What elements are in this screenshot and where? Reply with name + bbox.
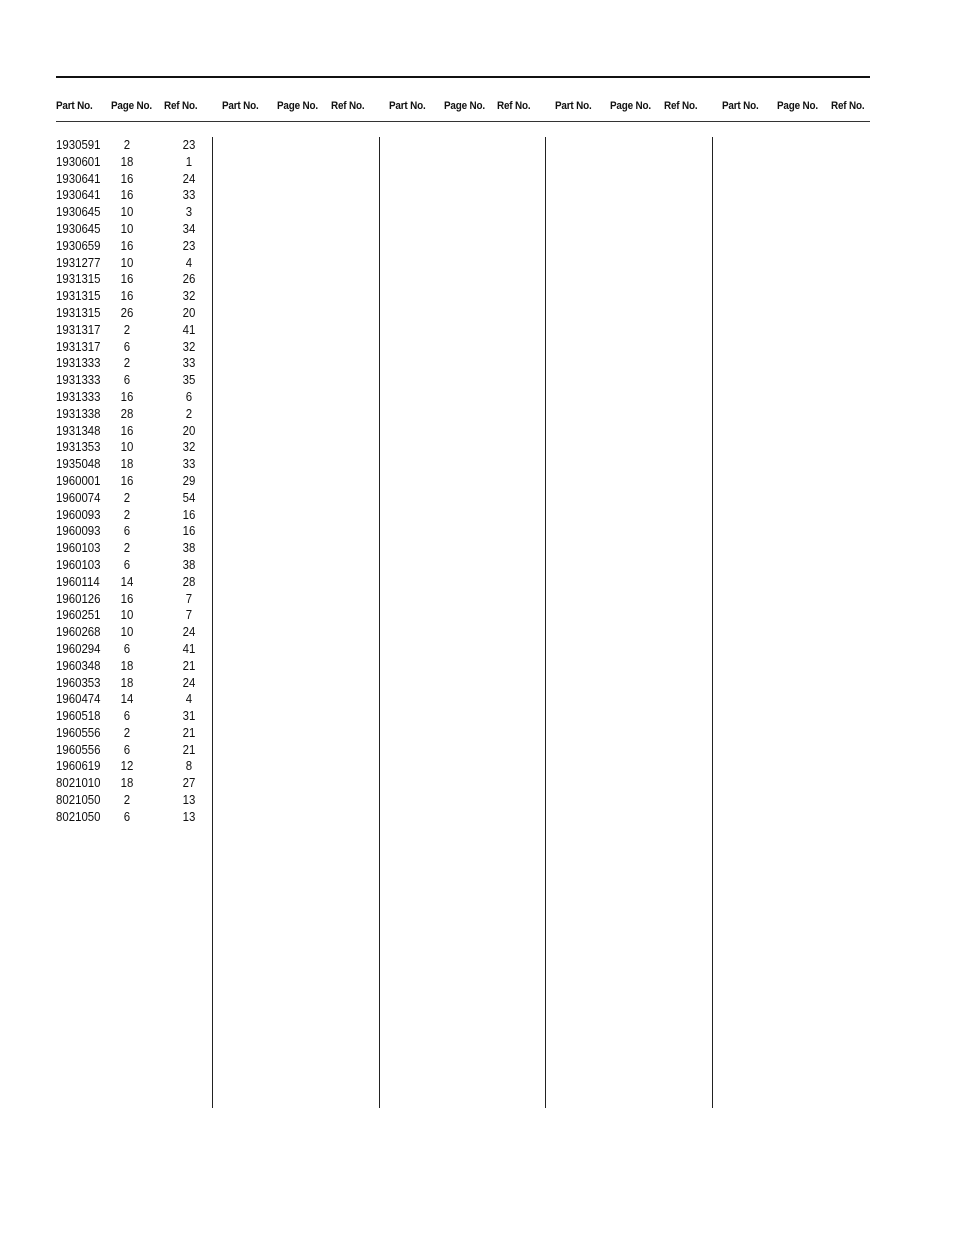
ref-number-cell: 38 (182, 556, 196, 572)
page-number-cell: 6 (123, 708, 131, 724)
ref-number-cell: 2 (185, 405, 193, 421)
page-number-cell: 18 (120, 775, 134, 791)
ref-number-cell: 16 (182, 523, 196, 539)
page-number-cell: 18 (120, 153, 134, 169)
page-number-cell: 10 (120, 220, 134, 236)
part-number-cell: 1960093 (56, 506, 101, 522)
part-number-cell: 1935048 (56, 456, 101, 472)
header-ref-no: Ref No. (664, 100, 698, 112)
page-number-cell: 16 (120, 237, 134, 253)
column-divider (379, 137, 380, 1108)
page-number-cell: 16 (120, 187, 134, 203)
part-number-cell: 1960518 (56, 708, 101, 724)
table-row (56, 641, 212, 658)
table-row (56, 792, 212, 809)
page-number-cell: 14 (120, 691, 134, 707)
ref-number-cell: 41 (182, 321, 196, 337)
part-number-cell: 1960103 (56, 540, 101, 556)
column-header-row (0, 100, 954, 116)
page-number-cell: 2 (123, 489, 131, 505)
ref-number-cell: 32 (182, 439, 196, 455)
page-number-cell: 2 (123, 724, 131, 740)
part-number-cell: 1960556 (56, 724, 101, 740)
part-number-cell: 1930641 (56, 170, 101, 186)
page-number-cell: 26 (120, 304, 134, 320)
ref-number-cell: 21 (182, 657, 196, 673)
part-number-cell: 1931315 (56, 304, 101, 320)
header-part-no: Part No. (555, 100, 592, 112)
ref-number-cell: 38 (182, 540, 196, 556)
ref-number-cell: 41 (182, 640, 196, 656)
table-row (56, 624, 212, 641)
table-row (56, 557, 212, 574)
table-row (56, 171, 212, 188)
page-number-cell: 2 (123, 137, 131, 152)
table-row (56, 322, 212, 339)
page-number-cell: 28 (120, 405, 134, 421)
page-number-cell: 2 (123, 355, 131, 371)
page-number-cell: 2 (123, 321, 131, 337)
ref-number-cell: 31 (182, 708, 196, 724)
table-row (56, 154, 212, 171)
header-page-no: Page No. (444, 100, 485, 112)
part-number-cell: 1931315 (56, 288, 101, 304)
part-number-cell: 8021010 (56, 775, 101, 791)
page-number-cell: 6 (123, 556, 131, 572)
page-number-cell: 18 (120, 456, 134, 472)
part-number-cell: 1931338 (56, 405, 101, 421)
table-row (56, 456, 212, 473)
table-row (56, 271, 212, 288)
table-row (56, 187, 212, 204)
part-number-cell: 1930645 (56, 220, 101, 236)
ref-number-cell: 27 (182, 775, 196, 791)
ref-number-cell: 23 (182, 137, 196, 152)
table-row (56, 758, 212, 775)
header-part-no: Part No. (56, 100, 93, 112)
part-number-cell: 1960114 (56, 573, 100, 589)
table-row (56, 339, 212, 356)
ref-number-cell: 20 (182, 422, 196, 438)
part-number-cell: 1960074 (56, 489, 101, 505)
page-number-cell: 16 (120, 388, 134, 404)
page-number-cell: 10 (120, 254, 134, 270)
table-row (56, 406, 212, 423)
ref-number-cell: 4 (185, 691, 193, 707)
table-row (56, 540, 212, 557)
ref-number-cell: 8 (185, 758, 193, 774)
table-row (56, 221, 212, 238)
table-row (56, 288, 212, 305)
ref-number-cell: 33 (182, 456, 196, 472)
ref-number-cell: 4 (185, 254, 193, 270)
page-number-cell: 2 (123, 540, 131, 556)
ref-number-cell: 32 (182, 338, 196, 354)
table-row (56, 423, 212, 440)
table-row (56, 439, 212, 456)
page-number-cell: 2 (123, 506, 131, 522)
page-number-cell: 14 (120, 573, 134, 589)
table-row (56, 675, 212, 692)
part-number-cell: 1960556 (56, 741, 101, 757)
ref-number-cell: 24 (182, 674, 196, 690)
part-number-cell: 1931333 (56, 388, 101, 404)
part-number-cell: 1931333 (56, 355, 101, 371)
parts-index-list (56, 137, 212, 826)
column-divider (545, 137, 546, 1108)
ref-number-cell: 32 (182, 288, 196, 304)
page-number-cell: 12 (120, 758, 134, 774)
table-row (56, 389, 212, 406)
header-ref-no: Ref No. (164, 100, 198, 112)
ref-number-cell: 1 (185, 153, 193, 169)
part-number-cell: 1960103 (56, 556, 101, 572)
part-number-cell: 1930645 (56, 204, 101, 220)
part-number-cell: 1960093 (56, 523, 101, 539)
header-ref-no: Ref No. (331, 100, 365, 112)
part-number-cell: 1931353 (56, 439, 101, 455)
ref-number-cell: 28 (182, 573, 196, 589)
part-number-cell: 1931317 (56, 338, 101, 354)
page-number-cell: 6 (123, 640, 131, 656)
table-row (56, 607, 212, 624)
table-row (56, 725, 212, 742)
ref-number-cell: 54 (182, 489, 196, 505)
header-page-no: Page No. (111, 100, 152, 112)
page-number-cell: 6 (123, 523, 131, 539)
header-page-no: Page No. (277, 100, 318, 112)
part-number-cell: 1960348 (56, 657, 101, 673)
part-number-cell: 8021050 (56, 808, 101, 824)
part-number-cell: 1931277 (56, 254, 101, 270)
header-ref-no: Ref No. (831, 100, 865, 112)
ref-number-cell: 35 (182, 372, 196, 388)
part-number-cell: 1930601 (56, 153, 101, 169)
page-number-cell: 18 (120, 657, 134, 673)
column-divider (712, 137, 713, 1108)
ref-number-cell: 16 (182, 506, 196, 522)
table-row (56, 809, 212, 826)
ref-number-cell: 7 (185, 607, 193, 623)
ref-number-cell: 13 (182, 808, 196, 824)
table-row (56, 523, 212, 540)
table-row (56, 372, 212, 389)
part-number-cell: 1930659 (56, 237, 101, 253)
table-row (56, 742, 212, 759)
column-divider (212, 137, 213, 1108)
table-row (56, 658, 212, 675)
page-number-cell: 2 (123, 792, 131, 808)
table-row (56, 775, 212, 792)
ref-number-cell: 26 (182, 271, 196, 287)
page-number-cell: 6 (123, 741, 131, 757)
header-rule (56, 121, 870, 122)
part-number-cell: 1931333 (56, 372, 101, 388)
table-row (56, 691, 212, 708)
top-rule (56, 76, 870, 78)
header-part-no: Part No. (722, 100, 759, 112)
table-row (56, 204, 212, 221)
header-page-no: Page No. (777, 100, 818, 112)
page-number-cell: 16 (120, 288, 134, 304)
table-row (56, 238, 212, 255)
page-number-cell: 16 (120, 422, 134, 438)
table-row (56, 507, 212, 524)
part-number-cell: 1960474 (56, 691, 101, 707)
page-number-cell: 18 (120, 674, 134, 690)
ref-number-cell: 34 (182, 220, 196, 236)
page-number-cell: 10 (120, 439, 134, 455)
header-ref-no: Ref No. (497, 100, 531, 112)
part-number-cell: 8021050 (56, 792, 101, 808)
ref-number-cell: 24 (182, 170, 196, 186)
part-number-cell: 1930591 (56, 137, 101, 152)
part-number-cell: 1931317 (56, 321, 101, 337)
ref-number-cell: 23 (182, 237, 196, 253)
table-row (56, 591, 212, 608)
part-number-cell: 1960001 (56, 472, 101, 488)
page-number-cell: 6 (123, 372, 131, 388)
header-page-no: Page No. (610, 100, 651, 112)
table-row (56, 490, 212, 507)
table-row (56, 355, 212, 372)
ref-number-cell: 7 (185, 590, 193, 606)
page-number-cell: 6 (123, 338, 131, 354)
page-number-cell: 16 (120, 590, 134, 606)
header-part-no: Part No. (222, 100, 259, 112)
ref-number-cell: 33 (182, 187, 196, 203)
part-number-cell: 1931315 (56, 271, 101, 287)
ref-number-cell: 21 (182, 741, 196, 757)
table-row (56, 255, 212, 272)
ref-number-cell: 3 (185, 204, 193, 220)
part-number-cell: 1931348 (56, 422, 101, 438)
table-row (56, 574, 212, 591)
part-number-cell: 1960251 (56, 607, 101, 623)
part-number-cell: 1960619 (56, 758, 101, 774)
part-number-cell: 1960268 (56, 624, 101, 640)
part-number-cell: 1960126 (56, 590, 101, 606)
header-part-no: Part No. (389, 100, 426, 112)
page-number-cell: 10 (120, 204, 134, 220)
ref-number-cell: 6 (185, 388, 193, 404)
table-row (56, 305, 212, 322)
part-number-cell: 1930641 (56, 187, 101, 203)
part-number-cell: 1960294 (56, 640, 101, 656)
table-row (56, 137, 212, 154)
page-number-cell: 6 (123, 808, 131, 824)
ref-number-cell: 33 (182, 355, 196, 371)
page-number-cell: 10 (120, 607, 134, 623)
ref-number-cell: 20 (182, 304, 196, 320)
table-row (56, 473, 212, 490)
page-number-cell: 10 (120, 624, 134, 640)
ref-number-cell: 29 (182, 472, 196, 488)
ref-number-cell: 21 (182, 724, 196, 740)
page-number-cell: 16 (120, 472, 134, 488)
ref-number-cell: 13 (182, 792, 196, 808)
table-row (56, 708, 212, 725)
page-number-cell: 16 (120, 170, 134, 186)
part-number-cell: 1960353 (56, 674, 101, 690)
ref-number-cell: 24 (182, 624, 196, 640)
page-number-cell: 16 (120, 271, 134, 287)
